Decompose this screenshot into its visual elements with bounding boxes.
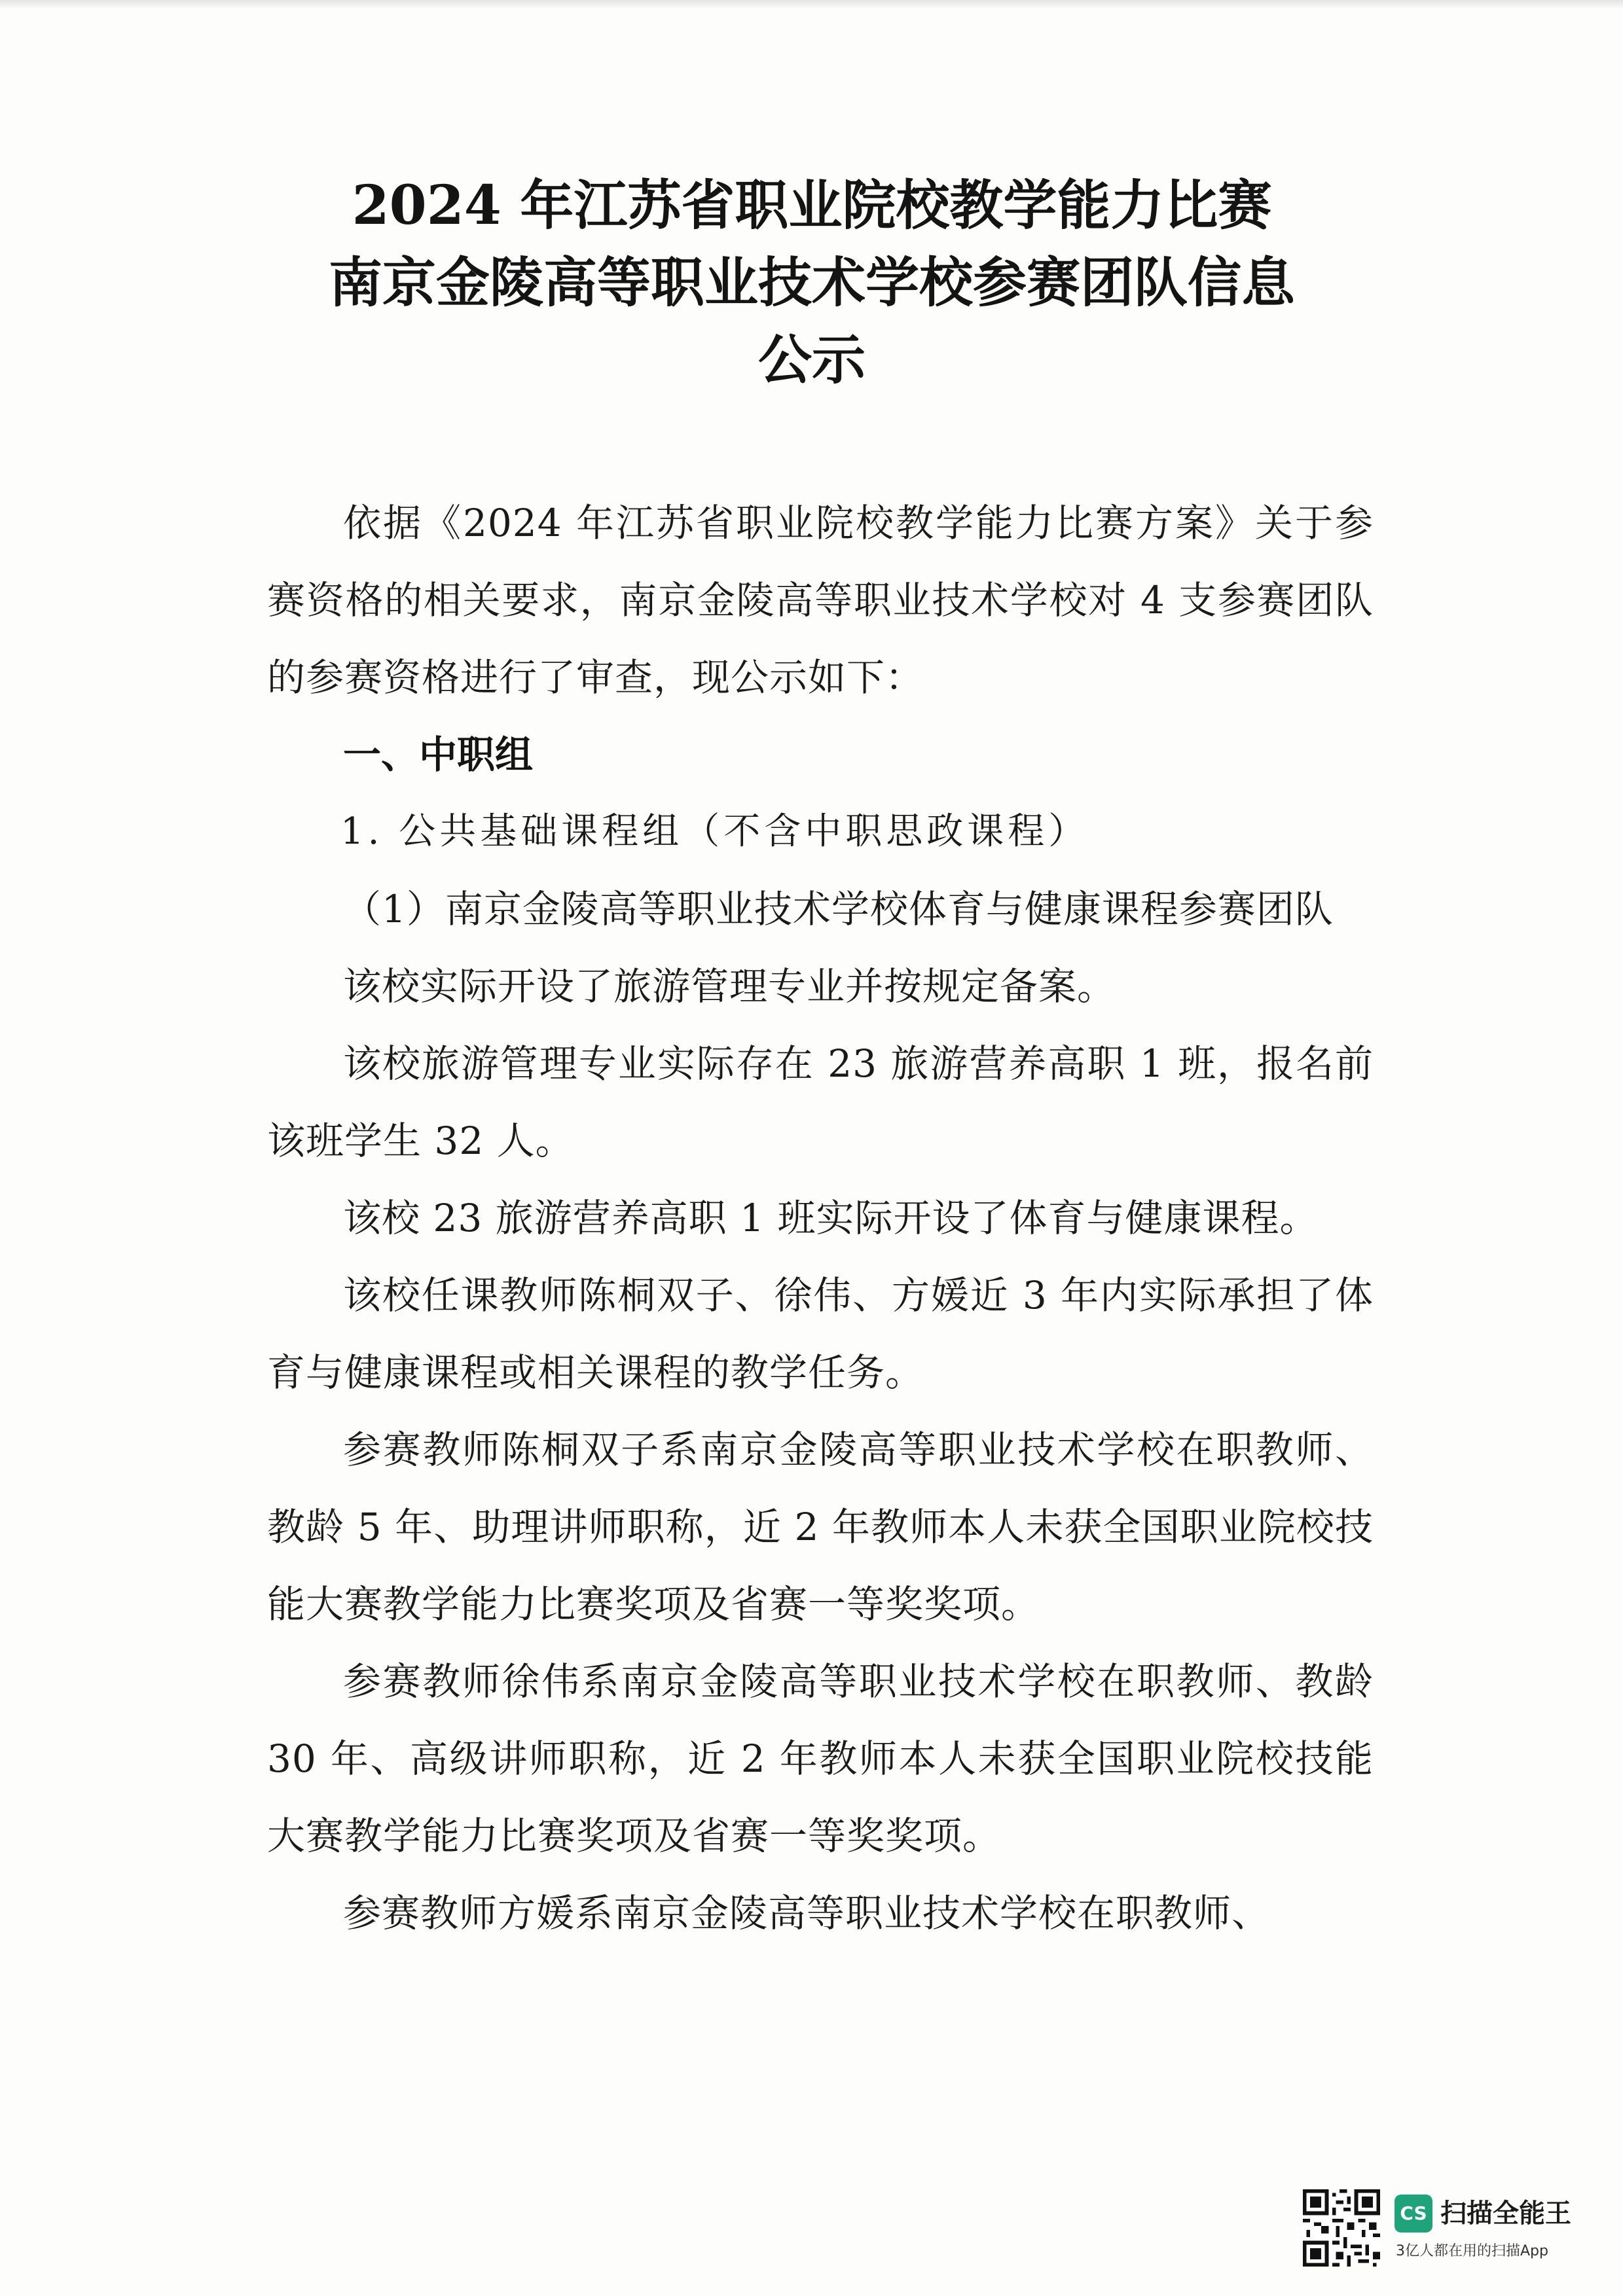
intro-paragraph: 依据《2024 年江苏省职业院校教学能力比赛方案》关于参赛资格的相关要求，南京金陵高等职业技术学校对 4 支参赛团队的参赛资格进行了审查，现公示如下：: [267, 501, 1374, 700]
body-paragraph: 该校任课教师陈桐双子、徐伟、方媛近 3 年内实际承担了体育与健康课程或相关课程的教学任务。: [267, 1273, 1374, 1395]
body-paragraph: 该校实际开设了旅游管理专业并按规定备案。: [343, 964, 1116, 1009]
body-paragraph: 参赛教师徐伟系南京金陵高等职业技术学校在职教师、教龄 30 年、高级讲师职称，近 2 年教师本人未获全国职业院校技能大赛教学能力比赛奖项及省赛一等奖奖项。: [267, 1659, 1374, 1858]
scan-top-edge: [0, 0, 1623, 9]
body-paragraph: 该校旅游管理专业实际存在 23 旅游营养高职 1 班，报名前该班学生 32 人。: [267, 1041, 1374, 1163]
scanner-brand: 扫描全能王: [1440, 2198, 1571, 2229]
qr-code-icon: [1303, 2189, 1380, 2267]
document-title: [196, 167, 1427, 399]
document-body: [267, 484, 1374, 1952]
body-paragraph: 参赛教师陈桐双子系南京金陵高等职业技术学校在职教师、教龄 5 年、助理讲师职称，近 2 年教师本人未获全国职业院校技能大赛教学能力比赛奖项及省赛一等奖奖项。: [267, 1427, 1374, 1626]
subsection-heading: 1. 公共基础课程组（不含中职思政课程）: [340, 810, 1089, 853]
body-paragraph: 该校 23 旅游营养高职 1 班实际开设了体育与健康课程。: [343, 1196, 1319, 1240]
title-line-2: 南京金陵高等职业技术学校参赛团队信息: [328, 251, 1295, 314]
team-heading: （1）南京金陵高等职业技术学校体育与健康课程参赛团队: [343, 887, 1334, 931]
scanner-watermark: [1303, 2189, 1591, 2274]
section-heading: 一、中职组: [343, 732, 534, 777]
title-line-3: 公示: [757, 329, 866, 391]
camscanner-logo-icon: CS: [1395, 2195, 1432, 2233]
title-line-1: 2024 年江苏省职业院校教学能力比赛: [352, 174, 1272, 237]
body-paragraph: 参赛教师方媛系南京金陵高等职业技术学校在职教师、: [343, 1891, 1271, 1935]
scanner-tagline: 3亿人都在用的扫描App: [1396, 2243, 1548, 2259]
